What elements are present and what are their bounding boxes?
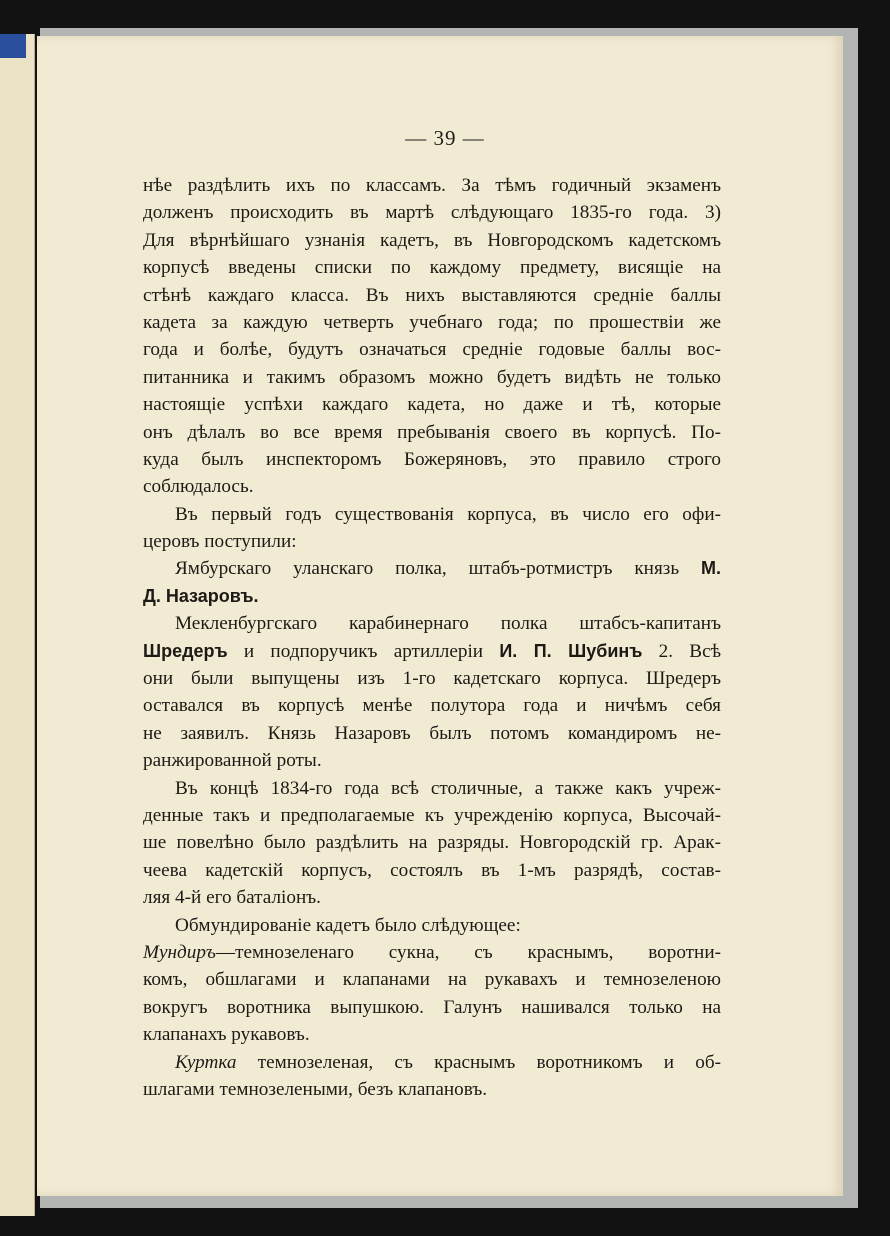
text-line: куда былъ инспекторомъ Божеряновъ, это правило строго [143,448,721,470]
text-line: кадета за каждую четверть учебнаго года; по прошествіи же [143,311,721,333]
text-line: оставался въ корпусѣ менѣе полутора года и ничѣмъ себя [143,695,721,717]
text-line: Въ первый годъ существованія корпуса, въ число его офи- [175,503,721,525]
officer-shreder-name: Шредеръ [143,640,228,661]
text-line: года и болѣе, будутъ означаться средніе годовые баллы вос- [143,339,721,361]
text-line: Обмундированіе кадетъ было слѣдующее: [175,914,521,936]
bookmark-ribbon [0,34,26,58]
page-number: — 39 — [405,126,485,150]
kurtka-line [143,1049,721,1076]
text-line: ше повелѣно было раздѣлить на разряды. Новгородскій гр. Арак- [143,832,721,854]
text-line: настоящіе успѣхи каждаго кадета, но даже и тѣ, которые [143,394,721,416]
text-line: шлагами темнозелеными, безъ клапановъ. [143,1078,488,1100]
officer-nazarov-initial: М. [701,558,722,579]
text-line: корпусѣ введены списки по каждому предмету, висящіе на [143,257,721,279]
text-fragment: темнозеленая, съ краснымъ воротникомъ и об- [236,1051,721,1073]
kurtka-term: Куртка [175,1051,237,1073]
text-line: соблюдалось. [143,476,254,498]
text-line: комъ, обшлагами и клапанами на рукавахъ и темнозеленою [143,969,721,991]
text-line: нѣе раздѣлить ихъ по классамъ. За тѣмъ годичный экзаменъ [143,175,721,196]
mundir-line [143,939,721,966]
text-line: стѣнѣ каждаго класса. Въ нихъ выставляются средніе баллы [143,284,721,306]
text-line: клапанахъ рукавовъ. [143,1024,310,1046]
officer-nazarov-line [143,555,721,582]
left-page-edge [0,34,35,1216]
mundir-term: Мундиръ [143,941,216,963]
text-line: питанника и такимъ образомъ можно будетъ видѣть не только [143,366,721,388]
officer-nazarov-text: Ямбурскаго уланскаго полка, штабъ-ротмистръ князь [175,558,680,580]
officer-shubin-name: И. П. Шубинъ [499,640,643,661]
text-line: денные такъ и предполагаемые къ учрежденію корпуса, Высочай- [143,804,721,826]
text-line: Въ концѣ 1834-го года всѣ столичные, а также какъ учреж- [175,777,721,799]
text-line: церовъ поступили: [143,531,297,553]
text-line: вокругъ воротника выпушкою. Галунъ нашивался только на [143,996,721,1018]
officer-shreder-line [143,638,721,665]
text-line: ранжированной роты. [143,750,322,772]
text-line: долженъ происходить въ мартѣ слѣдующаго 1835-го года. 3) [143,202,721,224]
text-line: они были выпущены изъ 1-го кадетскаго корпуса. Шредеръ [143,668,721,690]
text-line: Для вѣрнѣйшаго узнанія кадетъ, въ Новгородскомъ кадетскомъ [143,229,721,251]
text-line: Мекленбургскаго карабинернаго полка штабсъ-капитанъ [175,613,721,635]
officer-nazarov-name: Д. Назаровъ. [143,585,259,606]
text-fragment: 2. Всѣ [658,640,722,662]
text-line: не заявилъ. Князь Назаровъ былъ потомъ командиромъ не- [143,722,721,744]
text-line: онъ дѣлалъ во все время пребыванія своего въ корпусѣ. По- [143,421,721,443]
text-line: ляя 4-й его баталіонъ. [143,887,321,909]
text-fragment: и подпоручикъ артиллеріи [243,640,484,662]
text-fragment: —темнозеленаго сукна, съ краснымъ, воротни- [215,941,721,963]
text-line: чеева кадетскій корпусъ, состоялъ въ 1-мъ разрядѣ, состав- [143,859,721,881]
page-text [143,172,721,1103]
